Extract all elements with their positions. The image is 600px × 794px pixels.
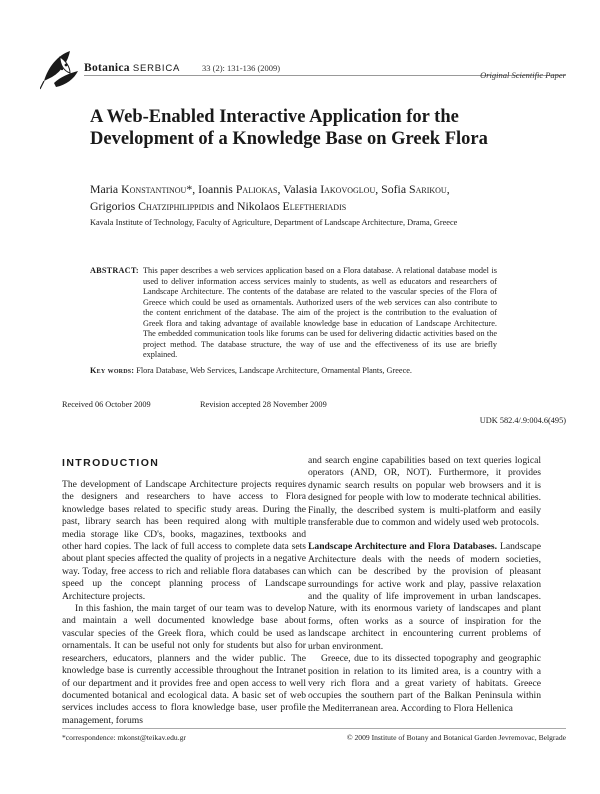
affiliation: Kavala Institute of Technology, Faculty of Agriculture, Department of Landscape Architecture, Drama, Greece bbox=[90, 218, 458, 227]
left-column bbox=[62, 479, 306, 727]
author-line-1 bbox=[90, 181, 570, 198]
author-sep: , bbox=[375, 182, 382, 196]
author-first: Maria bbox=[90, 182, 122, 196]
revision-date: Revision accepted 28 November 2009 bbox=[200, 400, 327, 409]
author-first: Sofia bbox=[381, 182, 410, 196]
right-column bbox=[308, 455, 541, 715]
section-heading-introduction: INTRODUCTION bbox=[62, 457, 160, 469]
author-last: Chatziphilippidis bbox=[138, 198, 215, 213]
copyright-note: © 2009 Institute of Botany and Botanical Garden Jevremovac, Belgrade bbox=[346, 733, 566, 742]
author-sep: *, bbox=[186, 182, 199, 196]
keywords bbox=[90, 366, 510, 375]
author-line-2 bbox=[90, 198, 570, 215]
author-list bbox=[90, 181, 570, 214]
author-last: Paliokas bbox=[235, 182, 278, 196]
abstract-label: ABSTRACT: bbox=[90, 266, 139, 275]
footer-divider bbox=[62, 728, 566, 729]
author-last: Iakovoglou bbox=[320, 182, 376, 196]
abstract-text: This paper describes a web services application based on a Flora database. A relational database model is used to deliver information access services mainly to students, as well as educators and researchers of Landscape Architecture. The contents of the database are related to the vascular species of the Flora of Greece which could be used as ornamentals. Authorized users of the web services can also contribute to the content enrichment of the database. The aim of the project is the contribution to the evaluation of Greek flora and taking advantage of available knowledge base in education of Landscape Architecture. The embedded communication tools like forums can be used for delivering didactic activities based on the project method. The database structure, the way of use and the effectiveness of its use are briefly explained. bbox=[143, 266, 497, 359]
author-sep: , bbox=[446, 182, 450, 196]
subheading: Landscape Architecture and Flora Databases. bbox=[308, 541, 498, 553]
paragraph: In this fashion, the main target of our team was to develop and maintain a well documented knowledge base about vascular species of the Greek flora, which could be used as ornamentals. It can be useful not only for students but also for researchers, educators, planners and the wider public. The knowledge base is currently accessible throughout the Intranet of our department and it provides free and open access to well documented botanical and ecological data. A basic set of web services includes access to flora knowledge base, user profile management, forums bbox=[62, 603, 306, 726]
journal-logo-icon bbox=[40, 47, 82, 91]
paragraph: Greece, due to its dissected topography and geographic position in relation to its limited area, is a country with a very rich flora and a great variety of habitats. Greece occupies the southern part of the Balkan Peninsula within the Mediterranean area. According to Flora Hellenica bbox=[308, 653, 541, 714]
journal-name-botanica: Botanica bbox=[84, 62, 130, 74]
author-first: Nikolaos bbox=[236, 198, 283, 213]
keywords-text: Flora Database, Web Services, Landscape Architecture, Ornamental Plants, Greece. bbox=[136, 366, 412, 375]
paragraph: and search engine capabilities based on text queries logical operators (AND, OR, NOT). Furthermore, it provides dynamic search results on popular web browsers and it is designed for people with low to moderate technical abilities. Finally, the described system is multi-platform and easily transferable due to common and widely used web protocols. bbox=[308, 455, 541, 529]
author-first: Valasia bbox=[283, 182, 321, 196]
author-sep: and bbox=[214, 198, 237, 213]
paragraph-text: Landscape Architecture deals with the needs of modern societies, which can be described by the provision of pleasant surroundings for active work and play, passive relaxation and the quality of life improvement in urban landscapes. Nature, with its enormous variety of landscapes and plant forms, often works as a source of inspiration for the landscape architect in encountering current problems of urban environment. bbox=[308, 541, 541, 652]
author-sep: , bbox=[277, 182, 284, 196]
volume-info: 33 (2): 131-136 (2009) bbox=[202, 63, 281, 73]
journal-name bbox=[84, 62, 180, 74]
correspondence-note: *correspondence: mkonst@teikav.edu.gr bbox=[62, 733, 186, 742]
author-last: Eleftheriadis bbox=[282, 198, 347, 213]
abstract bbox=[90, 266, 497, 361]
paragraph: The development of Landscape Architecture projects requires the designers and researchers to have access to Flora knowledge bases related to specific study areas. During the past, library search has been required along with multiple media storage like CD's, books, magazines, textbooks and other hard copies. The lack of full access to complete data sets about plant species affected the quality of projects in a negative way. Today, free access to rich and reliable flora databases can speed up the concept planning process of Landscape Architecture projects. bbox=[62, 479, 306, 602]
author-last: Sarikou bbox=[409, 182, 447, 196]
received-date: Received 06 October 2009 bbox=[62, 400, 151, 409]
author-first: Ioannis bbox=[198, 182, 236, 196]
paper-title: A Web-Enabled Interactive Application for the Development of a Knowledge Base on Greek Flora bbox=[90, 107, 488, 149]
keywords-label: Key words: bbox=[90, 366, 135, 375]
author-first: Grigorios bbox=[90, 198, 139, 213]
paragraph-with-subheading bbox=[308, 541, 541, 653]
udk-code: UDK 582.4/.9:004.6(495) bbox=[479, 416, 566, 425]
paper-type: Original Scientific Paper bbox=[480, 70, 566, 80]
author-last: Konstantinou bbox=[121, 182, 187, 196]
journal-name-serbica: SERBICA bbox=[132, 63, 181, 74]
